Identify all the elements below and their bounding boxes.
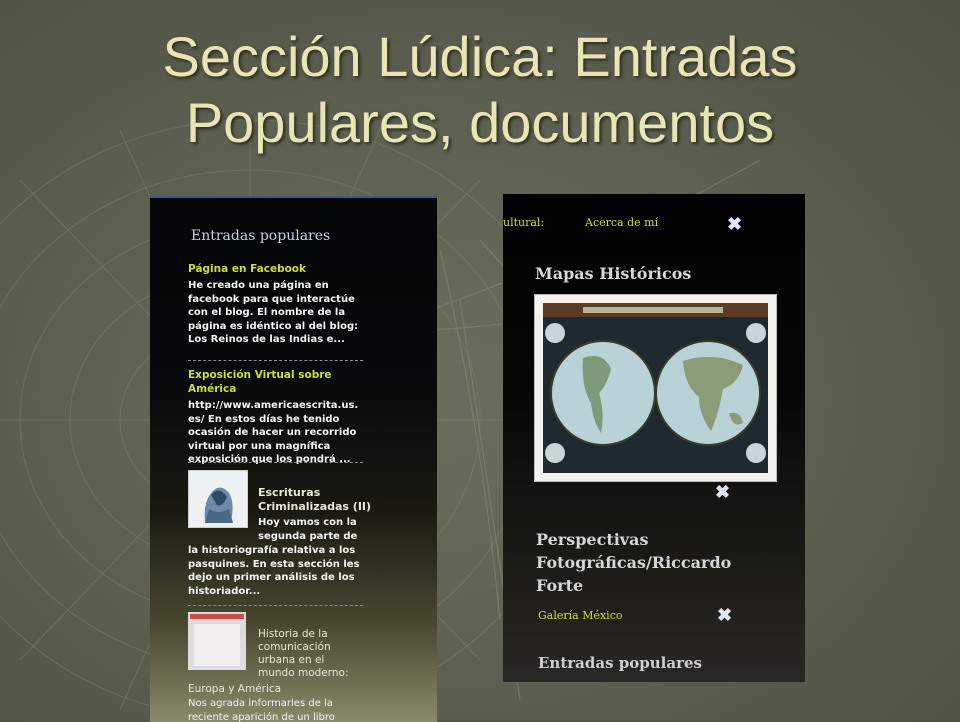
- widget-title-entradas-populares: Entradas populares: [538, 654, 702, 672]
- post-divider: [188, 360, 363, 361]
- tools-icon[interactable]: ✖: [715, 482, 731, 503]
- post-divider: [188, 605, 363, 606]
- post-thumbnail-historia[interactable]: [188, 612, 246, 670]
- tools-icon[interactable]: ✖: [727, 214, 743, 235]
- slide-title: [0, 24, 960, 156]
- post-exposicion[interactable]: [188, 368, 368, 467]
- post-excerpt-side: Hoy vamos con la segunda parte de: [258, 517, 358, 542]
- post-facebook[interactable]: [188, 262, 368, 347]
- map-image[interactable]: [534, 294, 777, 482]
- post-title[interactable]: Exposición Virtual sobre América: [188, 369, 332, 395]
- right-screenshot: [503, 194, 805, 682]
- popular-posts-heading: Entradas populares: [191, 228, 331, 244]
- post-title-cont[interactable]: Europa y América: [188, 683, 282, 695]
- portrait-image: [189, 471, 247, 527]
- post-excerpt: He creado una página en facebook para que interactúe con el blog. El nombre de la página es idéntico al del blog: Los Reinos de las Indias e...: [188, 280, 359, 345]
- post-escrituras-excerpt: [188, 544, 368, 598]
- post-title[interactable]: Página en Facebook: [188, 263, 306, 275]
- book-cover-body: [194, 624, 240, 666]
- post-excerpt: http://www.americaescrita.us. es/ En estos días he tenido ocasión de hacer un recorrido virtual por una magnífica exposición que los pondrá ...: [188, 400, 359, 465]
- post-excerpt: Nos agrada informarles de la reciente aparición de un libro: [188, 698, 335, 722]
- galeria-mexico-link[interactable]: Galería México: [538, 609, 623, 622]
- widget-title-mapas: Mapas Históricos: [535, 264, 692, 283]
- book-cover-band: [190, 614, 244, 619]
- world-map-image: [543, 303, 768, 473]
- post-historia-title-block[interactable]: [258, 628, 378, 680]
- slide-title-line-2: Populares, documentos: [185, 91, 775, 154]
- nav-cultural[interactable]: ultural:: [503, 216, 545, 229]
- tools-icon[interactable]: ✖: [717, 605, 733, 626]
- post-title[interactable]: Escrituras Criminalizadas (II): [258, 486, 372, 513]
- left-screenshot: [150, 196, 437, 722]
- post-divider: [188, 462, 363, 463]
- post-thumbnail-escrituras[interactable]: [188, 470, 248, 528]
- slide-title-line-1: Sección Lúdica: Entradas: [162, 25, 798, 88]
- post-title[interactable]: Historia de la comunicación urbana en el mundo moderno:: [258, 628, 349, 679]
- widget-title-perspectivas: Perspectivas Fotográficas/Riccardo Forte: [536, 530, 732, 595]
- nav-acerca-de-mi[interactable]: Acerca de mí: [585, 216, 659, 229]
- post-historia-body: [188, 682, 368, 722]
- post-excerpt: la historiografía relativa a los pasquines. En esta sección les dejo un primer análisis de los historiador...: [188, 545, 360, 597]
- post-escrituras-title-block[interactable]: [258, 486, 378, 543]
